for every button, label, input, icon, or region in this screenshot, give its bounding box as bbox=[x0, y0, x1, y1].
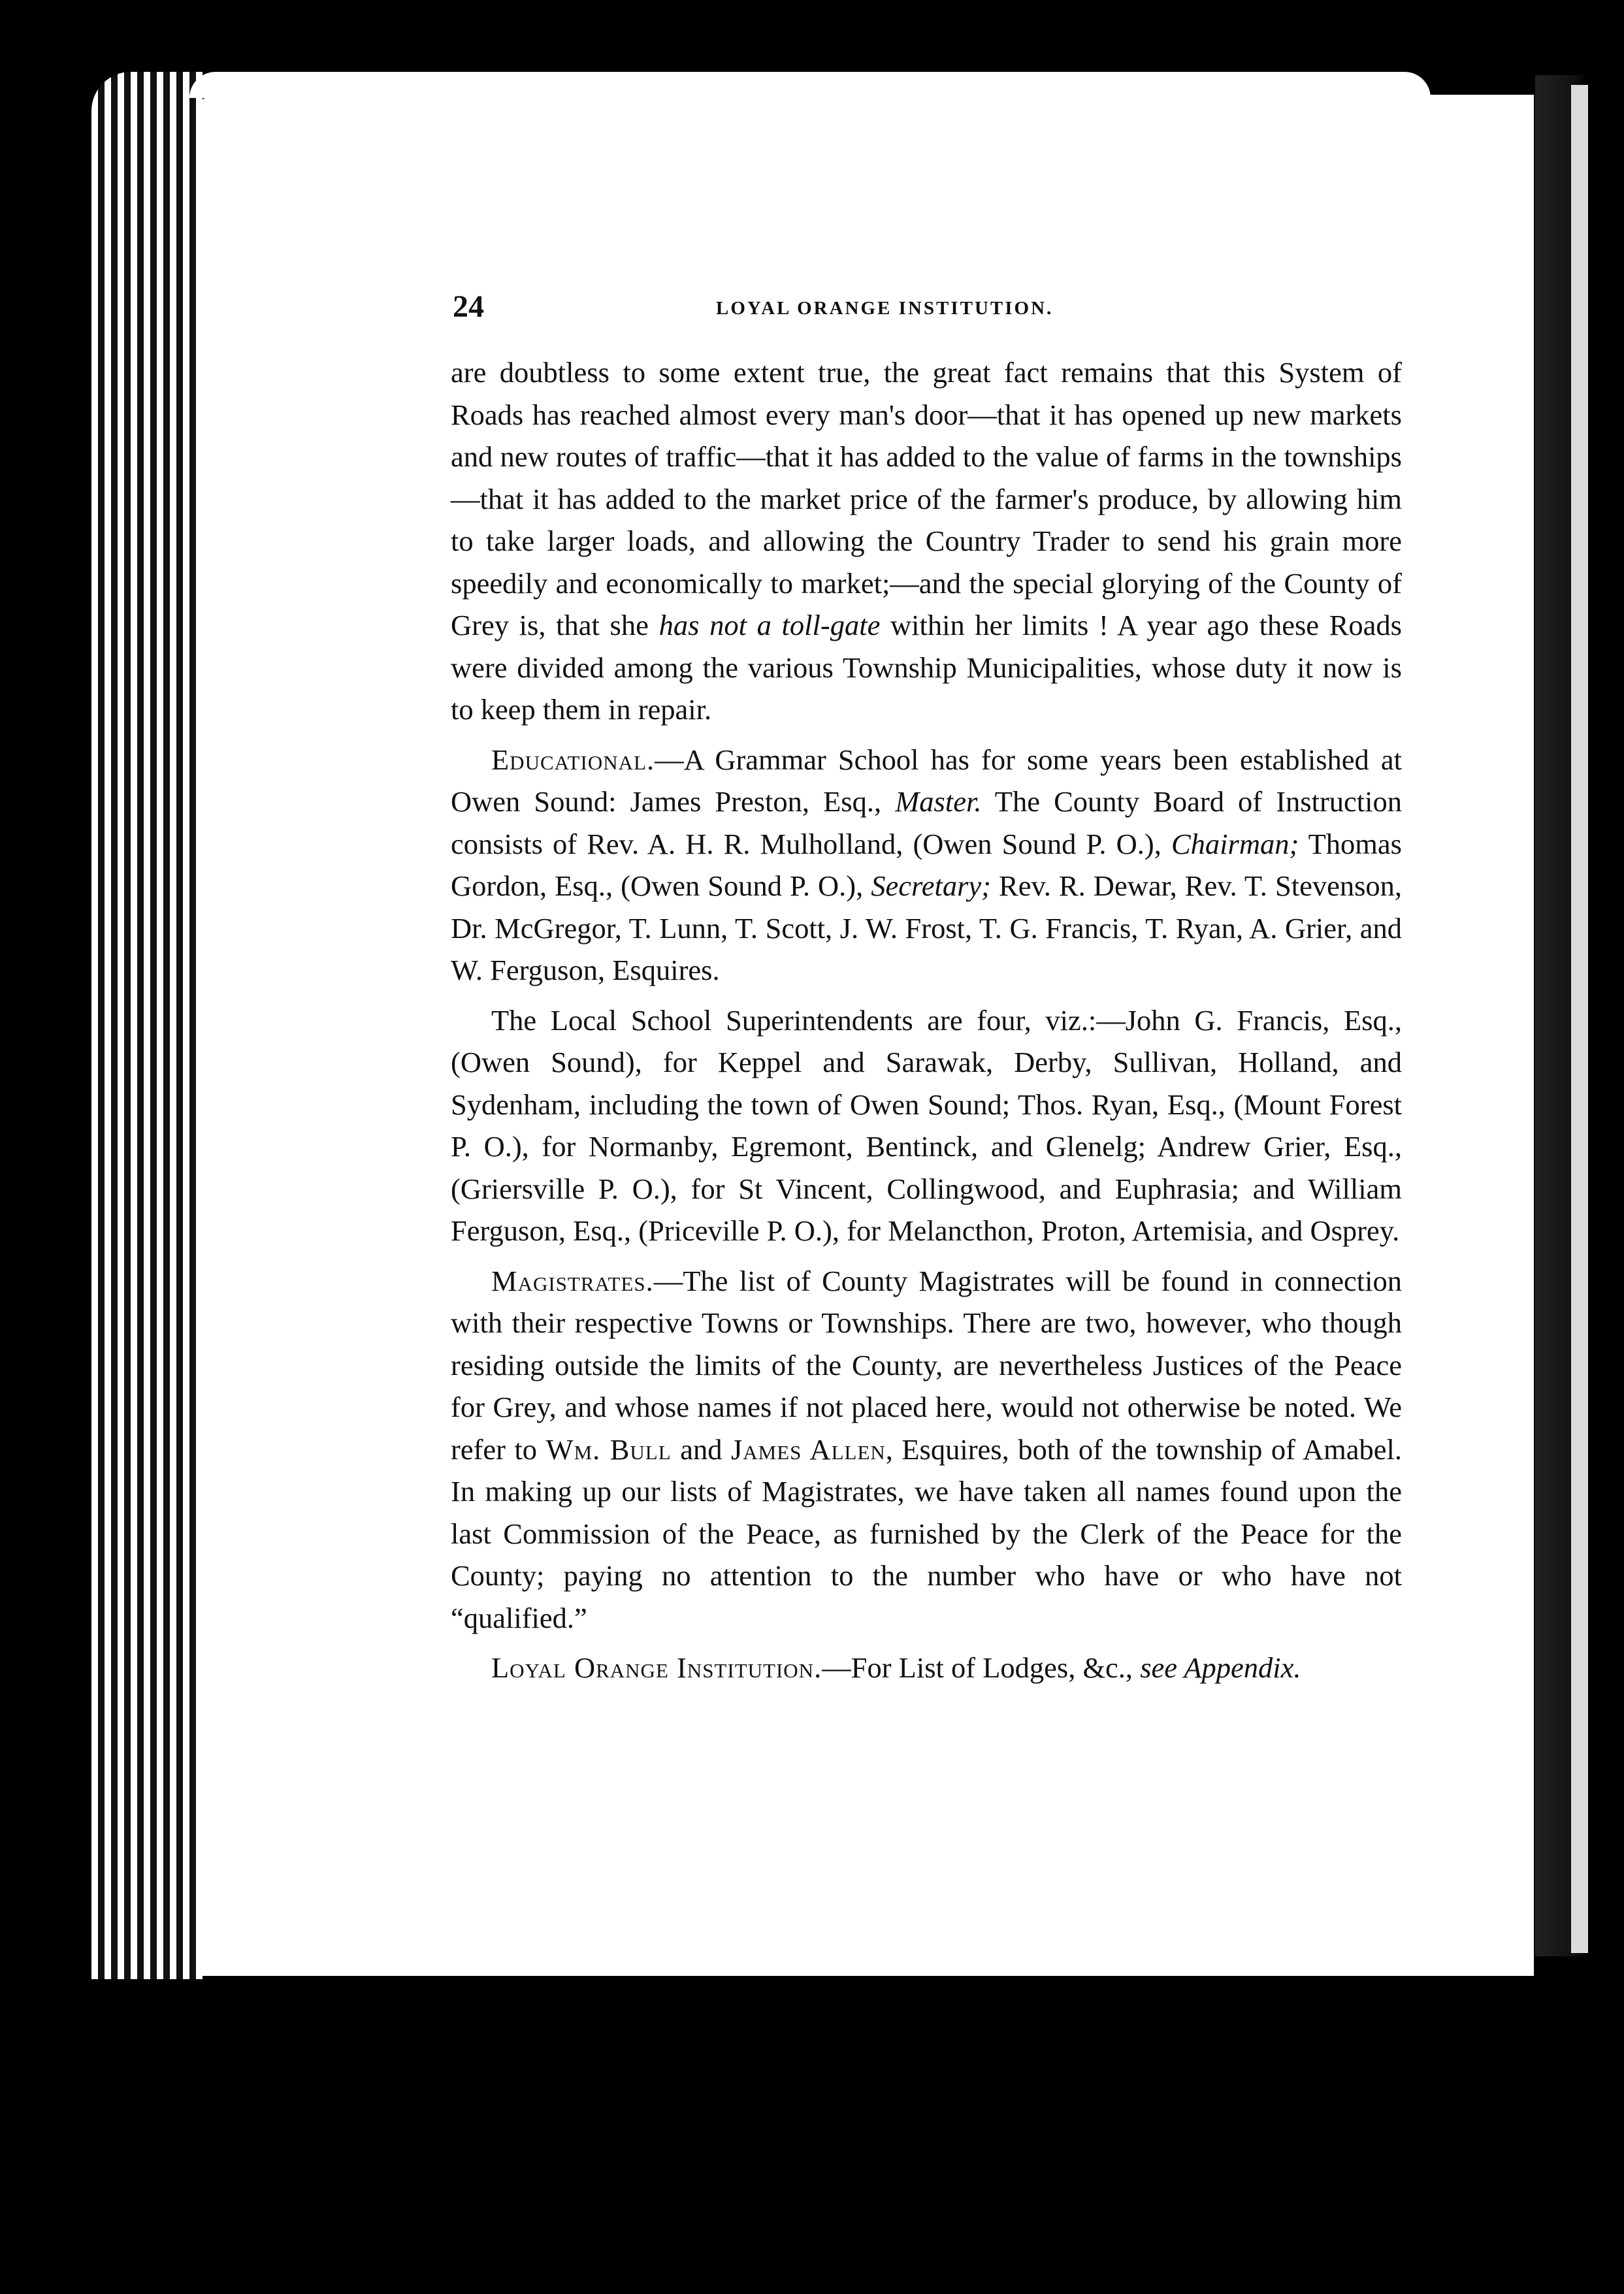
text-span: The County Board of Instruction consists of Rev. A. H. R. Mulholland, (Owen Sound P. O.), bbox=[451, 785, 1403, 860]
text-span: Rev. R. Dewar, Rev. T. Stevenson, Dr. McGregor, T. Lunn, T. Scott, J. W. Frost, T. G. Francis, T. Ryan, A. Grier, and W. Ferguson, Esquires. bbox=[451, 869, 1403, 986]
text-span: —For List of Lodges, &c., bbox=[822, 1651, 1133, 1684]
paragraph-loyal-orange bbox=[451, 1647, 1402, 1689]
page-top-edge bbox=[189, 72, 1431, 98]
facing-page-edge bbox=[1571, 85, 1588, 1953]
text-span: —The list of County Magistrates will be found in connection with their respective Towns or Townships. There are two, however, who though residing outside the limits of the County, are nevertheless Justices of the Peace for Grey, and whose names if not placed here, would not otherwise be noted. We refer to bbox=[451, 1264, 1402, 1466]
text-span: within her limits ! A year ago these Roads were divided among the various Township Municipalities, whose duty it now is to keep them in repair. bbox=[451, 609, 1402, 726]
section-heading: Educational. bbox=[491, 743, 655, 776]
paragraph-magistrates bbox=[451, 1260, 1402, 1640]
section-heading: Magistrates. bbox=[491, 1264, 654, 1297]
running-head: LOYAL ORANGE INSTITUTION. bbox=[716, 298, 1054, 319]
paragraph-superintendents bbox=[451, 999, 1402, 1252]
page-edges bbox=[91, 72, 203, 1979]
page-number: 24 bbox=[453, 289, 484, 324]
page-header bbox=[453, 289, 1420, 328]
text-span: and bbox=[680, 1432, 723, 1466]
italic-span: Master. bbox=[895, 785, 982, 818]
text-span: —A Grammar School has for some years been established at Owen Sound: James Preston, Esq., bbox=[451, 743, 1402, 818]
italic-span: Chairman; bbox=[1171, 827, 1299, 860]
text-span: , Esquires, both of the township of Amabel. In making up our lists of Magistrates, we have taken all names found upon the last Commission of the Peace, as furnished by the Clerk of the Peace for the County; paying no attention to the number who have or who have not “qualified.” bbox=[451, 1432, 1403, 1634]
name-span: James Allen bbox=[730, 1432, 886, 1466]
text-span: The Local School Superintendents are four, viz.:—John G. Francis, Esq., (Owen Sound), for Keppel and Sarawak, Derby, Sullivan, Holland, and Sydenham, including the town of Owen Sound; Thos. Ryan, Esq., (Mount Forest P. O.), for Normanby, Egremont, Bentinck, and Glenelg; Andrew Grier, Esq., (Griersville P. O.), for St Vincent, Collingwood, and Euphrasia; and William Ferguson, Esq., (Priceville P. O.), for Melancthon, Proton, Artemisia, and Osprey. bbox=[451, 1003, 1402, 1247]
italic-span: Secretary; bbox=[871, 869, 991, 902]
italic-span: see Appendix. bbox=[1140, 1651, 1301, 1684]
name-span: Wm. Bull bbox=[545, 1432, 672, 1466]
paragraph-roads bbox=[451, 351, 1402, 731]
italic-span: has not a toll-gate bbox=[658, 609, 881, 641]
section-heading: Loyal Orange Institution. bbox=[491, 1651, 822, 1684]
page-body bbox=[451, 351, 1402, 1689]
text-span: are doubtless to some extent true, the great fact remains that this System of Roads has reached almost every man's door—that it has opened up new markets and new routes of traffic—that it has added to the value of farms in the townships—that it has added to the market price of the farmer's produce, by allowing him to take larger loads, and allowing the Country Trader to send his grain more speedily and economically to market;—and the special glorying of the County of Grey is, that she bbox=[451, 356, 1402, 641]
paragraph-educational bbox=[451, 739, 1402, 992]
text-span: Thomas Gordon, Esq., (Owen Sound P. O.), bbox=[451, 827, 1402, 902]
